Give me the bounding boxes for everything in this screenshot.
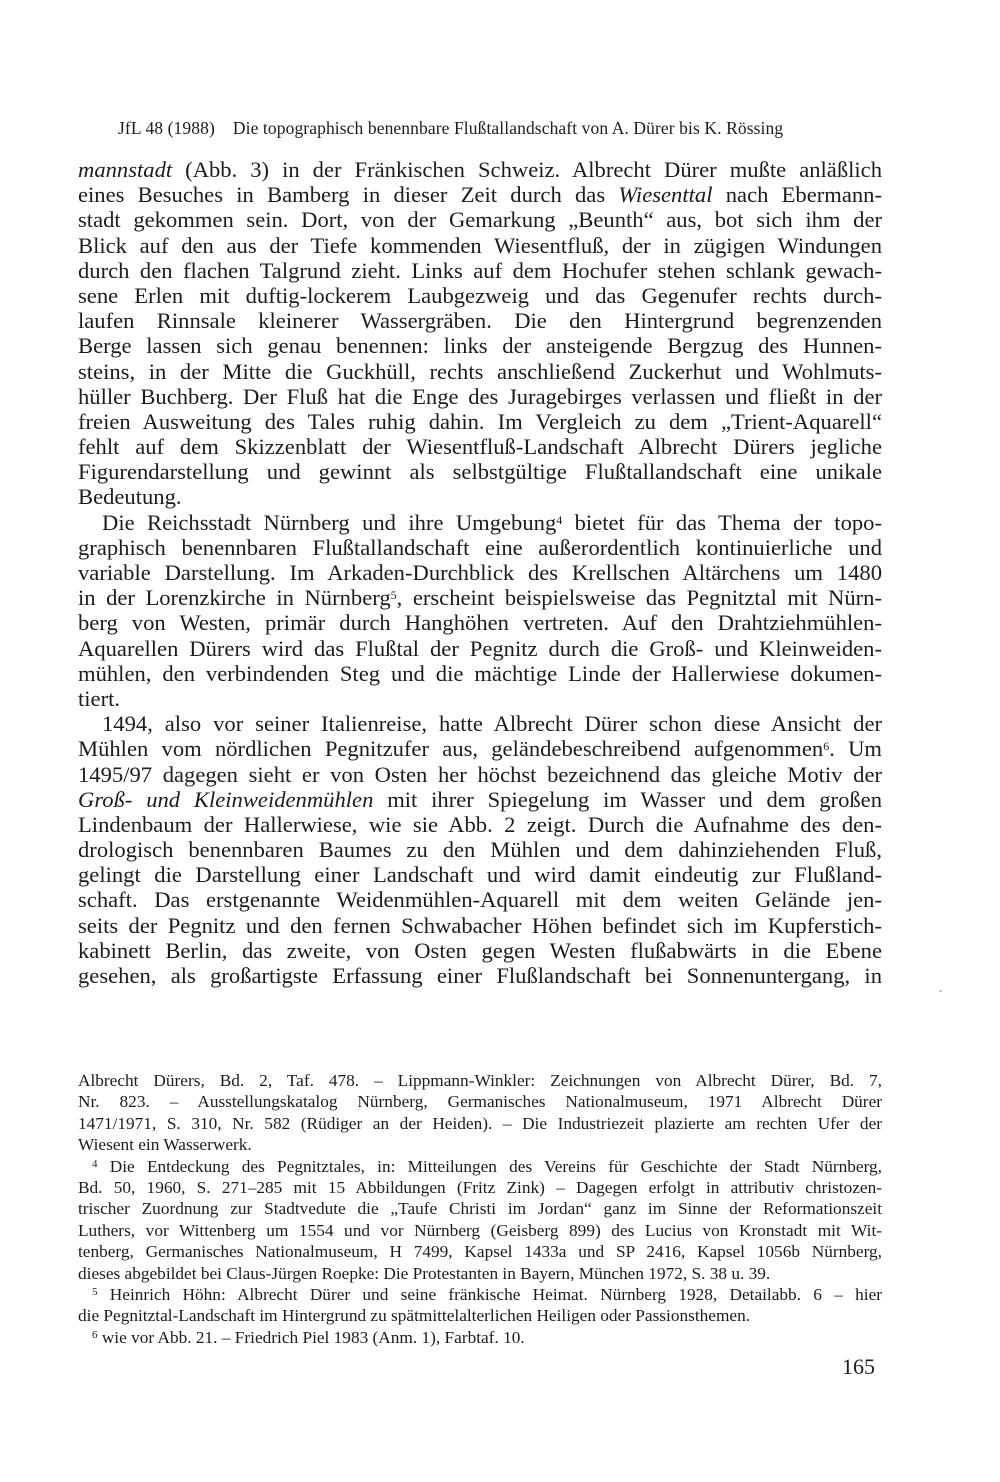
page-number: 165 xyxy=(842,1354,875,1379)
text-line: seits der Pegnitz und den fernen Schwabacher Höhen befindet sich im Kupferstich- xyxy=(78,912,882,938)
text-line: gelingt die Darstellung einer Landschaft und wird damit eindeutig zur Flußland- xyxy=(78,862,882,888)
text-run: Mühlen vom nördlichen Pegnitzufer aus, geländebeschreibend aufgenommen xyxy=(78,736,824,762)
journal-reference: JfL 48 (1988) xyxy=(118,118,215,138)
text-run: bietet für das Thema der topo- xyxy=(562,509,882,535)
text-line: tiert. xyxy=(78,685,121,711)
text-line: Berge lassen sich genau benennen: links der ansteigende Bergzug des Hunnen- xyxy=(78,333,882,359)
footnote-line: 1471/1971, S. 310, Nr. 582 (Rüdiger an der Heiden). – Die Industriezeit plazierte am rechten Ufer der xyxy=(78,1113,882,1133)
text-line xyxy=(78,585,882,610)
text-run: (Abb. 3) in der Fränkischen Schweiz. Albrecht Dürer mußte anläßlich xyxy=(172,157,882,182)
running-title: Die topographisch benennbare Flußtallandschaft von A. Dürer bis K. Rössing xyxy=(232,118,784,138)
footnote-number: 4 xyxy=(92,1157,98,1170)
text-line: variable Darstellung. Im Arkaden-Durchblick des Krellschen Altärchens um 1480 xyxy=(78,560,882,585)
footnote-line: dieses abgebildet bei Claus-Jürgen Roepke: Die Protestanten in Bayern, München 1972, S. 38 u. 39. xyxy=(78,1263,771,1283)
text-line: Blick auf den aus der Tiefe kommenden Wiesentfluß, der in zügigen Windungen xyxy=(78,232,882,258)
footnote-number: 6 xyxy=(92,1328,98,1341)
scan-speck xyxy=(939,990,942,992)
running-head xyxy=(118,118,783,139)
text-line: stadt gekommen sein. Dort, von der Gemarkung „Beunth“ aus, bot sich ihm der xyxy=(78,207,882,233)
text-line xyxy=(78,157,882,182)
text-line xyxy=(78,510,882,535)
footnote-line: Albrecht Dürers, Bd. 2, Taf. 478. – Lippmann-Winkler: Zeichnungen von Albrecht Dürer, Bd. 7, xyxy=(78,1071,882,1090)
text-run: mit ihrer Spiegelung im Wasser und dem großen xyxy=(373,786,882,812)
footnote-5 xyxy=(78,1284,882,1305)
text-run: eines Besuches in Bamberg in dieser Zeit durch das xyxy=(78,182,619,208)
footnote-ref[interactable]: 6 xyxy=(823,739,830,754)
text-line xyxy=(78,736,882,761)
text-run: Die Reichsstadt Nürnberg und ihre Umgebung xyxy=(102,509,557,535)
text-run: . Um xyxy=(829,736,882,762)
text-line: Bedeutung. xyxy=(78,484,182,510)
footnote-ref[interactable]: 4 xyxy=(556,512,563,527)
footnote-ref[interactable]: 5 xyxy=(390,588,397,603)
text-line: drologisch benennbaren Baumes zu den Mühlen und dem dahinziehenden Fluß, xyxy=(78,837,882,863)
text-run: , erscheint beispielsweise das Pegnitztal mit Nürn- xyxy=(396,585,882,611)
text-run: wie vor Abb. 21. – Friedrich Piel 1983 (Anm. 1), Farbtaf. 10. xyxy=(101,1327,525,1347)
text-line: mühlen, den verbindenden Steg und die mächtige Linde der Hallerwiese dokumen- xyxy=(78,660,882,686)
text-line: Lindenbaum der Hallerwiese, wie sie Abb. 2 zeigt. Durch die Aufnahme des den- xyxy=(78,811,882,837)
footnote-number: 5 xyxy=(92,1285,98,1298)
footnote-line: Luthers, vor Wittenberg um 1554 und vor Nürnberg (Geisberg 899) des Lucius von Kronstadt mit Wit- xyxy=(78,1220,882,1240)
text-line: schaft. Das erstgenannte Weidenmühlen-Aquarell mit dem weiten Gelände jen- xyxy=(78,887,882,913)
body-text xyxy=(78,157,882,988)
footnote-line: Bd. 50, 1960, S. 271–285 mit 15 Abbildungen (Fritz Zink) – Dagegen erfolgt in attributiv christozen- xyxy=(78,1177,882,1197)
italic-place-name: mannstadt xyxy=(78,157,173,182)
footnote-line: Wiesent ein Wasserwerk. xyxy=(78,1135,252,1155)
text-line: kabinett Berlin, das zweite, von Osten gegen Westen flußabwärts in die Ebene xyxy=(78,937,882,963)
text-line: durch den flachen Talgrund zieht. Links auf dem Hochufer stehen schlank gewach- xyxy=(78,257,882,283)
text-line: Aquarellen Dürers wird das Flußtal der Pegnitz durch die Groß- und Kleinweiden- xyxy=(78,635,882,661)
text-run: Die Entdeckung des Pegnitztales, in: Mitteilungen des Vereins für Geschichte der Stadt Nürnberg, xyxy=(109,1156,882,1176)
text-run: in der Lorenzkirche in Nürnberg xyxy=(78,585,391,611)
text-line: 1495/97 dagegen sieht er von Osten her höchst bezeichnend das gleiche Motiv der xyxy=(78,761,882,787)
text-run: nach Ebermann- xyxy=(712,182,882,208)
italic-title: Groß- und Kleinweidenmühlen xyxy=(78,786,374,812)
footnote-4 xyxy=(78,1156,882,1177)
text-line: Figurendarstellung und gewinnt als selbstgültige Flußtallandschaft eine unikale xyxy=(78,459,882,485)
footnote-line: tenberg, Germanisches Nationalmuseum, H 7499, Kapsel 1433a und SP 2416, Kapsel 1056b Nürnberg, xyxy=(78,1242,882,1262)
text-line: berg von Westen, primär durch Hanghöhen vertreten. Auf den Drahtziehmühlen- xyxy=(78,610,882,636)
text-line xyxy=(78,182,882,207)
text-line: steins, in der Mitte die Guckhüll, rechts anschließend Zuckerhut und Wohlmuts- xyxy=(78,358,882,384)
footnote-line: Nr. 823. – Ausstellungskatalog Nürnberg, Germanisches Nationalmuseum, 1971 Albrecht Dürer xyxy=(78,1092,882,1112)
text-line: graphisch benennbaren Flußtallandschaft eine außerordentlich kontinuierliche und xyxy=(78,534,882,560)
footnote-line: trischer Zuordnung zur Stadtvedute die „Taufe Christi im Jordan“ ganz im Sinne der Reformationszeit xyxy=(78,1199,882,1219)
italic-place-name: Wiesenttal xyxy=(618,182,713,208)
text-line: 1494, also vor seiner Italienreise, hatte Albrecht Dürer schon diese Ansicht der xyxy=(102,711,882,737)
footnotes xyxy=(78,1070,882,1348)
footnote-6 xyxy=(78,1327,882,1348)
text-line: laufen Rinnsale kleinerer Wassergräben. Die den Hintergrund begrenzenden xyxy=(78,308,882,334)
text-line: sene Erlen mit duftig-lockerem Laubgezweig und das Gegenufer rechts durch- xyxy=(78,282,882,308)
text-line xyxy=(78,787,882,812)
text-line: freien Ausweitung des Tales ruhig dahin. Im Vergleich zu dem „Trient-Aquarell“ xyxy=(78,408,882,434)
text-line: gesehen, als großartigste Erfassung einer Flußlandschaft bei Sonnenuntergang, in xyxy=(78,963,882,988)
text-run: Heinrich Höhn: Albrecht Dürer und seine fränkische Heimat. Nürnberg 1928, Detailabb. 6 – hier xyxy=(109,1284,882,1304)
text-line: fehlt auf dem Skizzenblatt der Wiesentfluß-Landschaft Albrecht Dürers jegliche xyxy=(78,434,882,460)
footnote-line: die Pegnitztal-Landschaft im Hintergrund zu spätmittelalterlichen Heiligen oder Passionsthemen. xyxy=(78,1306,751,1326)
text-line: hüller Buchberg. Der Fluß hat die Enge des Juragebirges verlassen und fließt in der xyxy=(78,383,882,409)
